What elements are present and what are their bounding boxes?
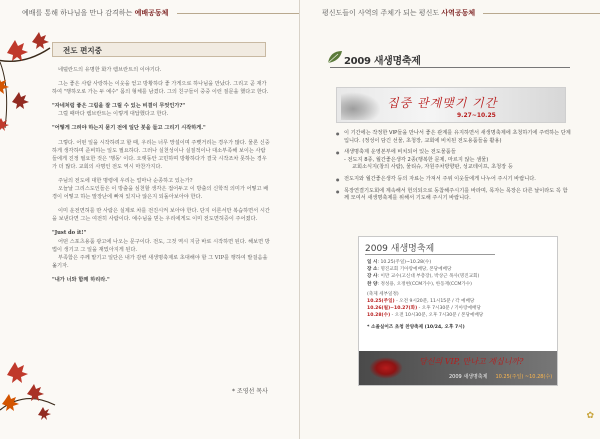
schedule-date: 10.26(월)~10.27(화) — [367, 306, 418, 312]
vip-banner-subtitle — [449, 373, 552, 380]
list-item — [336, 176, 572, 184]
section-header — [330, 52, 570, 68]
paragraph: 어떤 스포츠용품 광고에 나오는 문구이다. 전도, 그것 역시 지금 바로 시작하면 된다. 해보면 방법이 생기고 그 일을 재밌아지게 된다. — [52, 238, 270, 253]
quote-paragraph: "Just do it!" — [52, 230, 87, 237]
right-page — [300, 0, 600, 439]
paragraph: 오늘날 그리스도인들은 이 방출을 심천할 생각은 접어두고 이 방출의 신학적 의미가 어떻고 배경이 어떻고 하는 말장난에 빠져 있지나 않은지 되돌아보아야 한다. — [52, 186, 269, 201]
paragraph: 그럴 때마다 렘브란트는 이렇게 대답했다고 한다. — [58, 111, 169, 118]
schedule-title: (축제 세부일정) — [367, 291, 399, 297]
list-item — [336, 188, 572, 203]
info-value: : 10.25(주일)~10.28(수) — [377, 260, 432, 265]
left-running-header — [22, 8, 300, 18]
info-value: : 정성용, 오정현(CCM가수), 한동재(CCM가수) — [377, 281, 472, 287]
schedule-row — [367, 305, 557, 312]
info-row — [367, 273, 557, 280]
maple-branch-illustration — [0, 28, 60, 148]
left-running-header-prefix: 예배를 통해 하나님을 만나 감격하는 — [22, 9, 133, 17]
schedule-date: 10.25(주일) — [367, 299, 395, 305]
flower-ornament-icon: ✿ — [586, 411, 594, 421]
card-details — [367, 259, 557, 331]
maple-leaves-illustration — [0, 330, 60, 430]
info-label: 장 소 — [367, 267, 378, 273]
author-signature: * 조영선 목사 — [232, 388, 268, 395]
info-value: : 명진교회 기아랑예배당, 본당예배당 — [377, 267, 452, 273]
vip-banner-date: 10.25(주일) ~10.28(수) — [495, 374, 553, 380]
left-running-header-strong: 예배공동체 — [134, 9, 169, 17]
info-label: 찬 양 — [367, 281, 378, 287]
list-item-subtext: 교회소식지(창의 사람), 물티슈, 자원주차방향판, 성교테이프, 초청장 등 — [352, 164, 513, 171]
paragraph: 주님의 전도에 대한 명령에 우리는 얼마나 순종하고 있는가? — [58, 177, 193, 184]
info-value: : 이만 교수(고신대 부총장), 박상근 목사(명진교회) — [377, 274, 480, 280]
leaf-icon — [326, 49, 344, 65]
vip-banner-label: 2009 새생명축제 — [449, 374, 488, 380]
paragraph: 그는 좋은 사람 사랑하는 이웃을 얻고 방황하다 좋 가게으로 하나님을 만났다. 그리고 곧 재가하여 "행하오로 가는 두 예수" 몸의 형체를 남겼다. 그의 친구들이 중중 이런 질문을 했다고 한다. — [52, 81, 269, 96]
info-row — [367, 281, 557, 288]
quote-paragraph: "내가 너와 함께 하리라." — [52, 276, 110, 283]
section-title-box — [52, 42, 266, 57]
ribbon-decoration — [369, 357, 403, 379]
schedule-date: 10.28(수) — [367, 313, 391, 319]
schedule — [367, 291, 557, 320]
list-item-text: 전도지와 월간좋은생각 등의 자료는 가져서 주위 이웃들에게 나누어 주시기 바랍니다. — [344, 175, 536, 182]
right-running-header-prefix: 평신도들이 사역의 주체가 되는 평신도 — [322, 9, 440, 17]
schedule-row — [367, 298, 557, 305]
quote-paragraph: "어떻게 그려야 하는지 묻기 전에 일단 붓을 들고 그리기 시작하게." — [52, 125, 206, 132]
schedule-row — [367, 312, 557, 319]
right-header-rule — [483, 13, 600, 14]
info-label: 강 사 — [367, 274, 378, 280]
paragraph: 네덜란드의 유명한 화가 렘브란트의 이야기다. — [58, 67, 162, 73]
left-header-rule — [177, 13, 300, 14]
schedule-text: - 오후 7시30분 / 기아랑예배당 — [417, 306, 481, 312]
info-row — [367, 259, 557, 266]
card-divider — [365, 254, 495, 255]
paragraph: 이미 운전면허를 딴 사람은 실제로 차를 전진시켜 보아야 한다. 단지 이론서만 복습하면서 시간을 보낸다면 그는 여전히 사람이다. 예수님을 믿는 우리에게도 이미 전도면허증이 주어졌다. — [52, 208, 270, 223]
list-item — [336, 149, 572, 172]
schedule-text: - 오전 9시20분, 11시15분 / 각 예배당 — [394, 299, 475, 305]
banner-date: 9.27~10.25 — [457, 112, 496, 119]
list-item — [336, 130, 572, 145]
section-title: 전도 편지중 — [63, 46, 102, 55]
list-item-text: 목장연결기도회에 계속해서 헌의되으로 동참해주시기를 바라며, 목자는 목장은 다른 날이라도 꼭 함께 모여서 새생명축제를 위해서 기도해 주시기 바랍니다. — [344, 187, 568, 202]
quote-paragraph: "자네처럼 좋은 그림을 잘 그릴 수 있는 비결이 무엇인가?" — [52, 103, 186, 110]
list-item-text: 이 기간에는 작정한 VIP들을 만나서 좋은 관계를 유지하면서 새생명축제에 초청하기에 주력하는 단계입니다. (정성이 담긴 선물, 초청장, 교회에 비치된 전도용품들을 활용) — [344, 130, 571, 144]
paragraph: 부족함은 주께 맡기고 일단은 내가 감변 새생명축제로 초대해야 할 그 VIP를 행하여 발걸음을 옮기자. — [52, 254, 268, 269]
list-item-text: ● 새생명축제 운영본부에 비치되어 있는 전도물품들 — [344, 149, 456, 156]
card-title: 2009 새생명축제 — [365, 244, 435, 254]
list-item-subtext: - 전도지 8종, 월간좋은생각 2종(행복한 문제, 마르지 않는 샘물) — [344, 156, 489, 163]
right-running-header-strong: 사역공동체 — [441, 9, 476, 17]
brush-decoration — [341, 92, 381, 120]
info-label: 일 시 — [367, 260, 378, 265]
article-body — [52, 66, 270, 284]
section-title: 2009 새생명축제 — [344, 56, 421, 67]
schedule-text: - 오전 10시30분, 오후 7시30분 / 본당예배당 — [390, 313, 484, 319]
vip-banner — [359, 351, 557, 385]
vip-banner-title: 당신의 VIP, 만나고 계십니까? — [419, 357, 524, 366]
paragraph: 그렇다. 어떤 일을 시작하려고 할 때, 우리는 너무 망설이며 주뼛거리는 경우가 많다. 물론 신중하게 생각하며 준비하는 일도 필요하다. 그러나 실천성이나 실질적이나 대소부족해 보이는 사람들에게 진정 필요한 것은 '행동' 이다. 오랫동안 고민하며 방황하다가 결국 시작조차 못하는 경우가 더 많다. 교회의 사명인 전도 역시 마찬가지다. — [52, 139, 270, 170]
period-banner — [336, 87, 566, 123]
info-row — [367, 266, 557, 273]
info-list — [336, 130, 572, 207]
card-note: * 소졸실어즈 초청 찬양축제 (10/24, 오후 7시) — [367, 324, 465, 330]
festival-info-card — [358, 236, 558, 386]
right-running-header — [322, 8, 600, 18]
banner-title: 집중 관계맺기 기간 — [387, 96, 498, 110]
